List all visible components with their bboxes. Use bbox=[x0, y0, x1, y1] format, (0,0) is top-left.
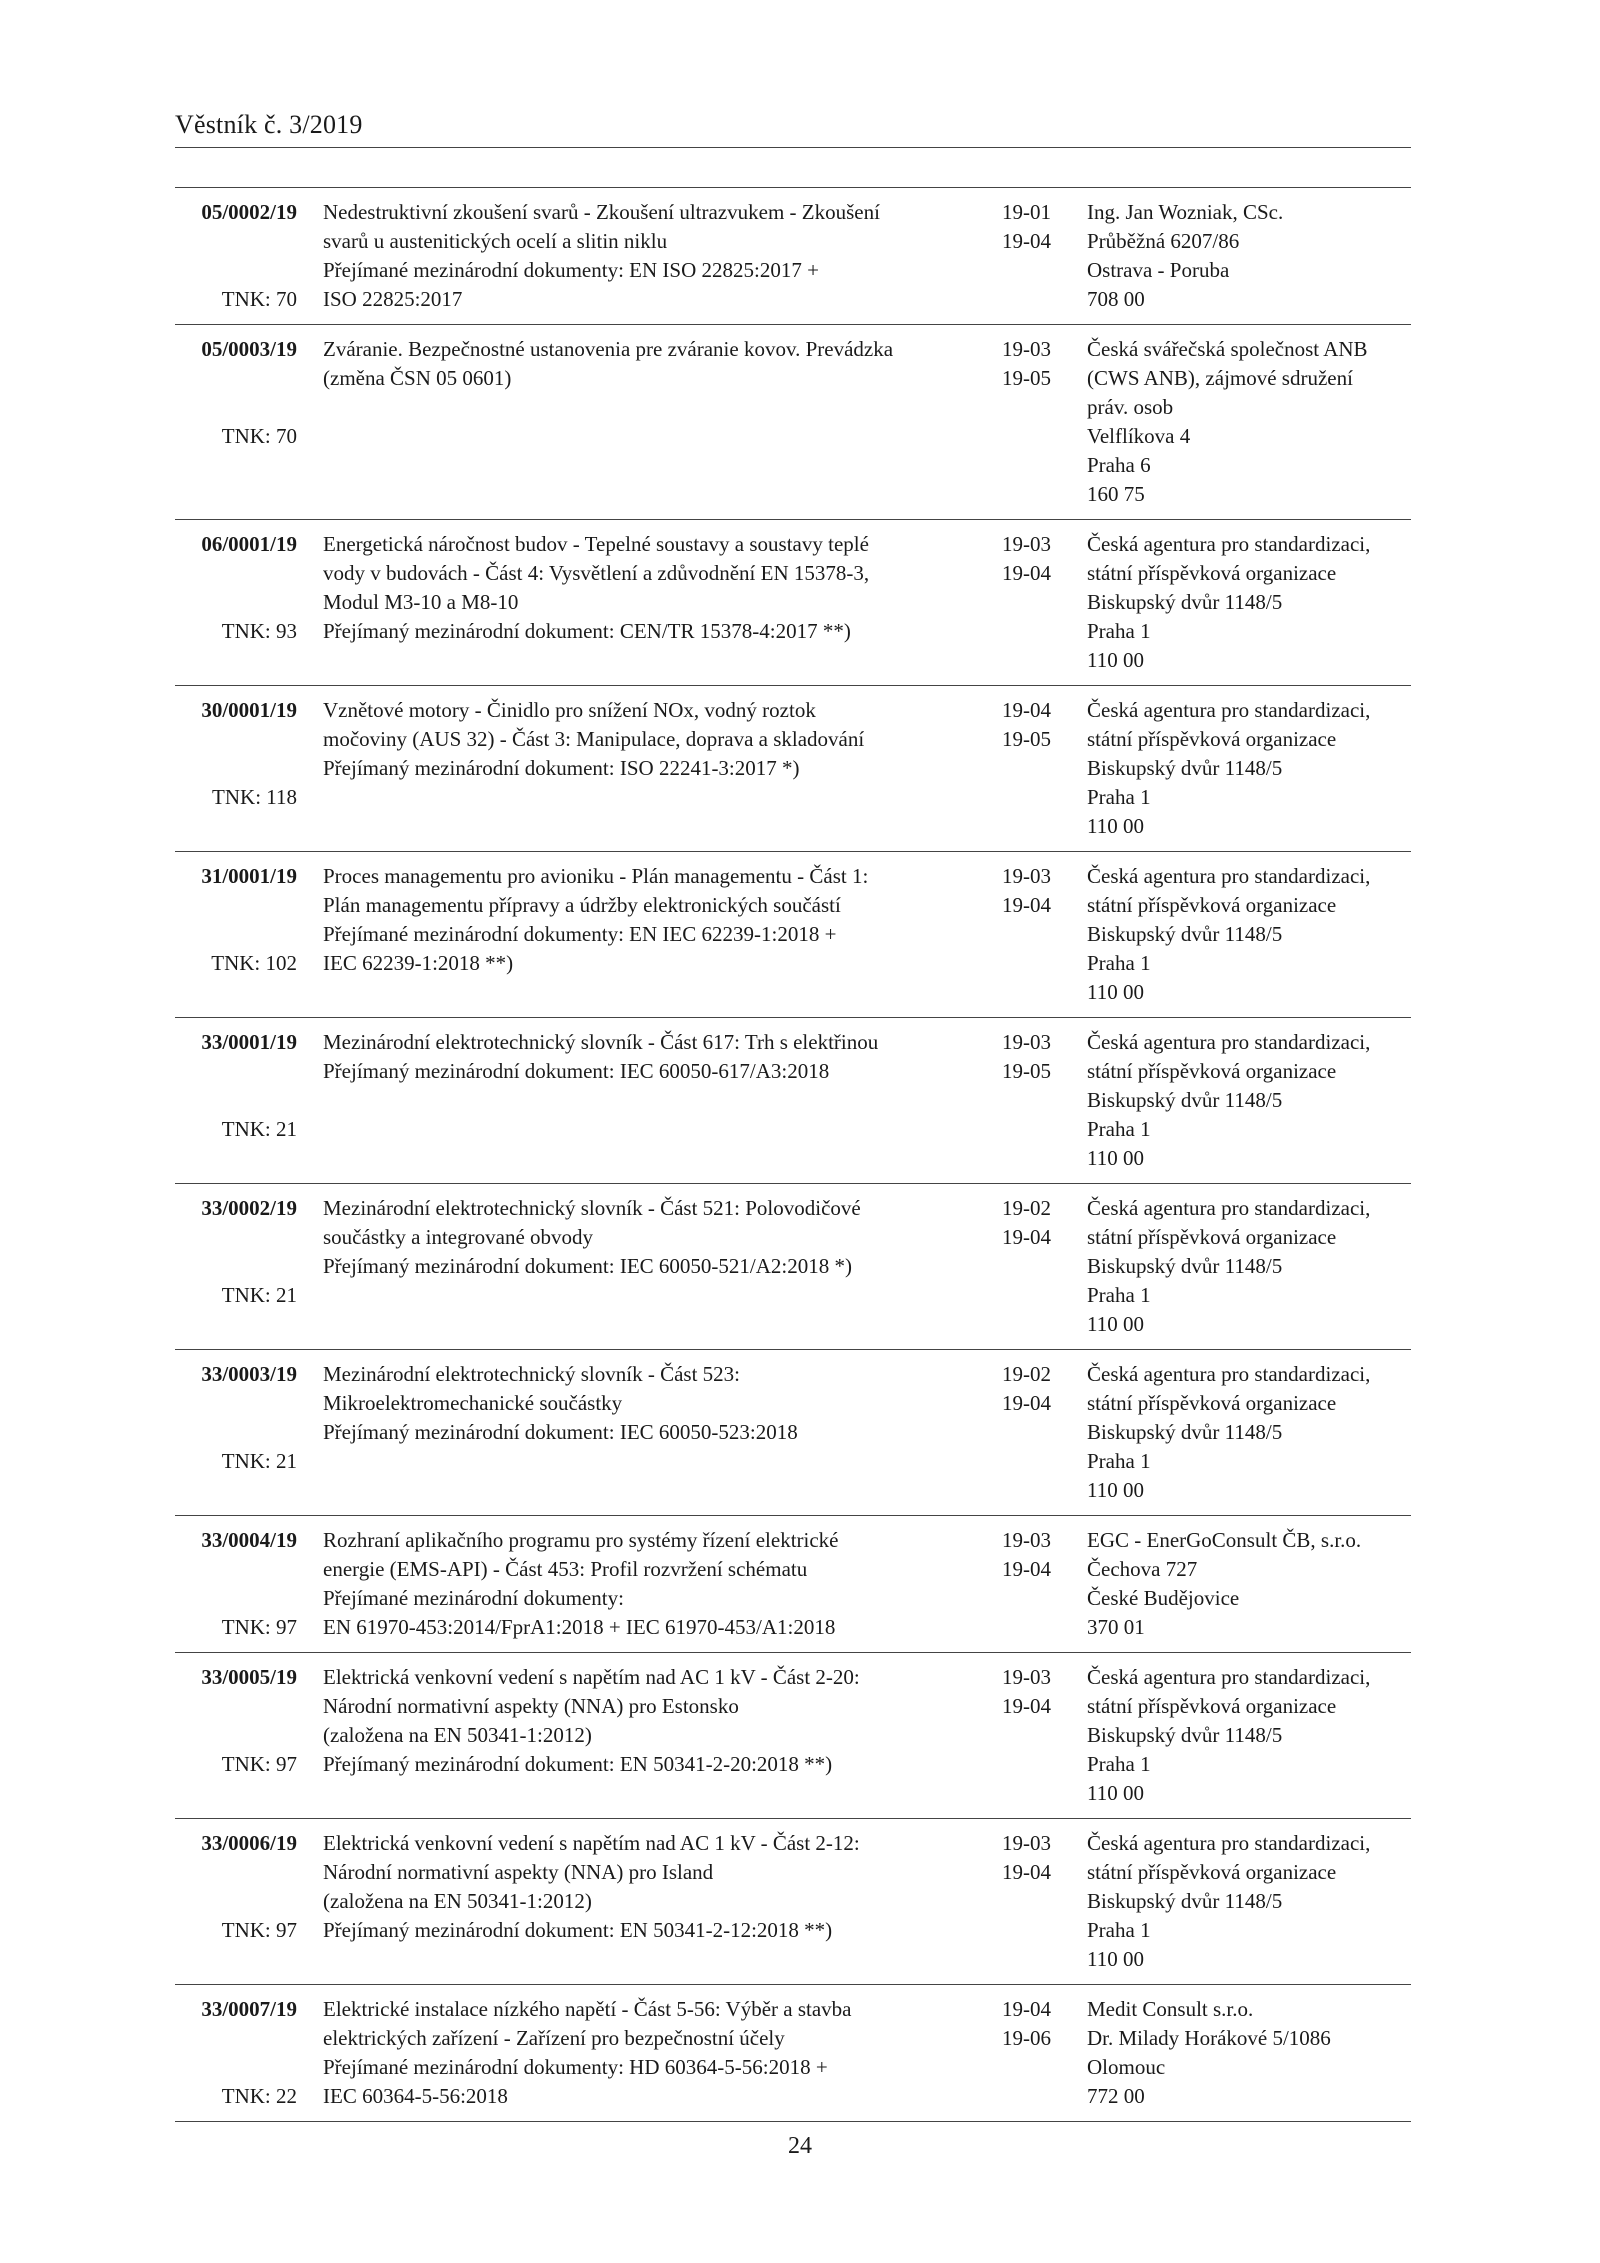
entry-dates-line: 19-03 bbox=[1002, 1831, 1051, 1855]
entry-description bbox=[323, 1995, 1003, 2111]
entry-organization bbox=[1087, 1829, 1417, 1974]
entry-dates-line: 19-05 bbox=[1002, 1059, 1051, 1083]
entry-description bbox=[323, 862, 1003, 978]
entry-organization-line: 772 00 bbox=[1087, 2084, 1145, 2108]
entry-organization-line: 110 00 bbox=[1087, 648, 1144, 672]
entry-description-line: Elektrická venkovní vedení s napětím nad AC 1 kV - Část 2-20: bbox=[323, 1665, 860, 1689]
entry-tnk: TNK: 93 bbox=[221, 619, 297, 643]
entry-description-line: Plán managementu přípravy a údržby elektronických součástí bbox=[323, 893, 841, 917]
entry-organization bbox=[1087, 335, 1417, 509]
entry-description-line: Vznětové motory - Činidlo pro snížení NOx, vodný roztok bbox=[323, 698, 816, 722]
entry-organization bbox=[1087, 862, 1417, 1007]
entry-dates-line: 19-03 bbox=[1002, 1665, 1051, 1689]
entry-tnk: TNK: 21 bbox=[221, 1449, 297, 1473]
entry-dates bbox=[1002, 1663, 1062, 1721]
entry-organization bbox=[1087, 530, 1417, 675]
entry-tnk: TNK: 21 bbox=[221, 1283, 297, 1307]
entry-organization-line: Česká agentura pro standardizaci, bbox=[1087, 1030, 1371, 1054]
entry-organization-line: 110 00 bbox=[1087, 1947, 1144, 1971]
entry-description-line: Národní normativní aspekty (NNA) pro Island bbox=[323, 1860, 714, 1884]
entry-description-line: Přejímaný mezinárodní dokument: IEC 60050-521/A2:2018 *) bbox=[323, 1254, 852, 1278]
entry-dates-line: 19-04 bbox=[1002, 1557, 1051, 1581]
entry-description-line: Přejímaný mezinárodní dokument: EN 50341-2-12:2018 **) bbox=[323, 1918, 833, 1942]
entry-description bbox=[323, 1360, 1003, 1447]
entry-organization-line: 160 75 bbox=[1087, 482, 1145, 506]
entry-description-line: elektrických zařízení - Zařízení pro bezpečnostní účely bbox=[323, 2026, 785, 2050]
entry-organization-line: Velflíkova 4 bbox=[1087, 424, 1191, 448]
entry-code: 33/0007/19 bbox=[201, 1997, 297, 2021]
entry-dates-line: 19-03 bbox=[1002, 1528, 1051, 1552]
entry-organization-line: Biskupský dvůr 1148/5 bbox=[1087, 922, 1283, 946]
entry-description-line: Zváranie. Bezpečnostné ustanovenia pre zváranie kovov. Prevádzka bbox=[323, 337, 894, 361]
entry-organization bbox=[1087, 1028, 1417, 1173]
entry-code: 31/0001/19 bbox=[201, 864, 297, 888]
entry-description-line: EN 61970-453:2014/FprA1:2018 + IEC 61970-453/A1:2018 bbox=[323, 1615, 836, 1639]
entry-dates bbox=[1002, 1028, 1062, 1086]
entry-organization-line: Praha 6 bbox=[1087, 453, 1151, 477]
entry-dates-line: 19-03 bbox=[1002, 532, 1051, 556]
entry-organization-line: Česká agentura pro standardizaci, bbox=[1087, 1831, 1371, 1855]
entry-organization-line: Ostrava - Poruba bbox=[1087, 258, 1230, 282]
entry-organization-line: státní příspěvková organizace bbox=[1087, 727, 1337, 751]
entry-dates bbox=[1002, 335, 1062, 393]
entry-organization bbox=[1087, 1194, 1417, 1339]
table-row bbox=[175, 1350, 1411, 1516]
entry-description bbox=[323, 198, 1003, 314]
entry-code: 33/0004/19 bbox=[201, 1528, 297, 1552]
entry-description-line: Mezinárodní elektrotechnický slovník - Část 521: Polovodičové bbox=[323, 1196, 861, 1220]
entry-dates-line: 19-04 bbox=[1002, 1997, 1051, 2021]
entry-tnk: TNK: 118 bbox=[212, 785, 297, 809]
entry-dates bbox=[1002, 198, 1062, 256]
entry-dates-line: 19-03 bbox=[1002, 1030, 1051, 1054]
entry-organization-line: Česká agentura pro standardizaci, bbox=[1087, 1196, 1371, 1220]
entry-organization-line: 110 00 bbox=[1087, 1781, 1144, 1805]
entry-organization-line: Česká agentura pro standardizaci, bbox=[1087, 1362, 1371, 1386]
entry-organization bbox=[1087, 198, 1417, 314]
entry-description-line: Přejímaný mezinárodní dokument: IEC 60050-523:2018 bbox=[323, 1420, 798, 1444]
entry-organization-line: Biskupský dvůr 1148/5 bbox=[1087, 756, 1283, 780]
entry-description-line: Energetická náročnost budov - Tepelné soustavy a soustavy teplé bbox=[323, 532, 869, 556]
table-row bbox=[175, 852, 1411, 1018]
entry-organization-line: Praha 1 bbox=[1087, 1283, 1151, 1307]
entry-organization-line: 370 01 bbox=[1087, 1615, 1145, 1639]
entry-organization-line: Biskupský dvůr 1148/5 bbox=[1087, 1889, 1283, 1913]
entry-tnk: TNK: 97 bbox=[221, 1918, 297, 1942]
entry-organization-line: Praha 1 bbox=[1087, 1449, 1151, 1473]
entry-code: 33/0003/19 bbox=[201, 1362, 297, 1386]
entry-code: 05/0003/19 bbox=[201, 337, 297, 361]
entry-organization-line: Biskupský dvůr 1148/5 bbox=[1087, 1420, 1283, 1444]
entry-description-line: Přejímaný mezinárodní dokument: ISO 22241-3:2017 *) bbox=[323, 756, 800, 780]
entry-description-line: Národní normativní aspekty (NNA) pro Estonsko bbox=[323, 1694, 739, 1718]
entry-description-line: IEC 60364-5-56:2018 bbox=[323, 2084, 508, 2108]
entry-dates-line: 19-04 bbox=[1002, 1860, 1051, 1884]
entry-code: 05/0002/19 bbox=[201, 200, 297, 224]
entry-organization-line: EGC - EnerGoConsult ČB, s.r.o. bbox=[1087, 1528, 1362, 1552]
entry-organization-line: státní příspěvková organizace bbox=[1087, 1225, 1337, 1249]
entry-organization-line: Česká agentura pro standardizaci, bbox=[1087, 698, 1371, 722]
entry-organization bbox=[1087, 1526, 1417, 1642]
entry-dates-line: 19-03 bbox=[1002, 337, 1051, 361]
entry-description bbox=[323, 530, 1003, 646]
entry-organization-line: Olomouc bbox=[1087, 2055, 1166, 2079]
entry-organization bbox=[1087, 1995, 1417, 2111]
entry-organization-line: Biskupský dvůr 1148/5 bbox=[1087, 1723, 1283, 1747]
table-row bbox=[175, 1184, 1411, 1350]
entry-organization-line: 110 00 bbox=[1087, 814, 1144, 838]
entry-dates bbox=[1002, 1995, 1062, 2053]
entry-description-line: vody v budovách - Část 4: Vysvětlení a zdůvodnění EN 15378-3, bbox=[323, 561, 870, 585]
entry-description-line: Přejímaný mezinárodní dokument: EN 50341-2-20:2018 **) bbox=[323, 1752, 833, 1776]
entry-dates-line: 19-02 bbox=[1002, 1362, 1051, 1386]
entry-code: 33/0005/19 bbox=[201, 1665, 297, 1689]
table-row bbox=[175, 686, 1411, 852]
entry-code: 06/0001/19 bbox=[201, 532, 297, 556]
entry-organization-line: (CWS ANB), zájmové sdružení bbox=[1087, 366, 1353, 390]
entry-dates-line: 19-04 bbox=[1002, 1225, 1051, 1249]
entry-organization-line: Praha 1 bbox=[1087, 951, 1151, 975]
entry-organization-line: státní příspěvková organizace bbox=[1087, 1059, 1337, 1083]
entry-description-line: IEC 62239-1:2018 **) bbox=[323, 951, 514, 975]
entry-organization-line: Česká svářečská společnost ANB bbox=[1087, 337, 1368, 361]
entry-dates-line: 19-03 bbox=[1002, 864, 1051, 888]
entry-description-line: (založena na EN 50341-1:2012) bbox=[323, 1723, 592, 1747]
entry-description-line: Rozhraní aplikačního programu pro systémy řízení elektrické bbox=[323, 1528, 839, 1552]
entry-organization-line: Praha 1 bbox=[1087, 619, 1151, 643]
entry-tnk: TNK: 70 bbox=[221, 424, 297, 448]
entry-dates bbox=[1002, 1360, 1062, 1418]
entry-dates-line: 19-02 bbox=[1002, 1196, 1051, 1220]
entry-organization-line: státní příspěvková organizace bbox=[1087, 561, 1337, 585]
entry-description bbox=[323, 1663, 1003, 1779]
entry-description bbox=[323, 696, 1003, 783]
entry-tnk: TNK: 21 bbox=[221, 1117, 297, 1141]
standards-table bbox=[175, 187, 1411, 2122]
table-row bbox=[175, 1653, 1411, 1819]
entry-tnk: TNK: 22 bbox=[221, 2084, 297, 2108]
entry-tnk: TNK: 102 bbox=[211, 951, 297, 975]
table-row bbox=[175, 1819, 1411, 1985]
entry-organization-line: 708 00 bbox=[1087, 287, 1145, 311]
table-row bbox=[175, 1985, 1411, 2122]
entry-dates bbox=[1002, 1526, 1062, 1584]
entry-description-line: Přejímané mezinárodní dokumenty: EN IEC 62239-1:2018 + bbox=[323, 922, 837, 946]
header-rule bbox=[175, 147, 1411, 148]
entry-tnk: TNK: 97 bbox=[221, 1615, 297, 1639]
entry-description-line: močoviny (AUS 32) - Část 3: Manipulace, doprava a skladování bbox=[323, 727, 865, 751]
table-row bbox=[175, 325, 1411, 520]
page-number: 24 bbox=[788, 2133, 812, 2159]
entry-organization-line: České Budějovice bbox=[1087, 1586, 1240, 1610]
entry-description-line: Modul M3-10 a M8-10 bbox=[323, 590, 519, 614]
entry-code: 33/0002/19 bbox=[201, 1196, 297, 1220]
table-row bbox=[175, 520, 1411, 686]
entry-organization-line: Čechova 727 bbox=[1087, 1557, 1198, 1581]
entry-dates-line: 19-05 bbox=[1002, 366, 1051, 390]
entry-dates bbox=[1002, 1829, 1062, 1887]
entry-organization-line: Praha 1 bbox=[1087, 1752, 1151, 1776]
entry-description-line: svarů u austenitických ocelí a slitin niklu bbox=[323, 229, 668, 253]
entry-organization-line: Dr. Milady Horákové 5/1086 bbox=[1087, 2026, 1331, 2050]
entry-description-line: Proces managementu pro avioniku - Plán managementu - Část 1: bbox=[323, 864, 869, 888]
entry-organization-line: Česká agentura pro standardizaci, bbox=[1087, 1665, 1371, 1689]
entry-description-line: Elektrická venkovní vedení s napětím nad AC 1 kV - Část 2-12: bbox=[323, 1831, 860, 1855]
entry-dates bbox=[1002, 530, 1062, 588]
entry-organization-line: státní příspěvková organizace bbox=[1087, 893, 1337, 917]
table-row bbox=[175, 1516, 1411, 1653]
entry-organization-line: práv. osob bbox=[1087, 395, 1174, 419]
entry-organization-line: Česká agentura pro standardizaci, bbox=[1087, 532, 1371, 556]
page-header-title: Věstník č. 3/2019 bbox=[175, 110, 363, 139]
entry-dates-line: 19-04 bbox=[1002, 229, 1051, 253]
entry-organization-line: 110 00 bbox=[1087, 980, 1144, 1004]
entry-description-line: Přejímané mezinárodní dokumenty: bbox=[323, 1586, 624, 1610]
entry-description bbox=[323, 335, 1003, 393]
entry-dates-line: 19-04 bbox=[1002, 893, 1051, 917]
entry-description bbox=[323, 1526, 1003, 1642]
entry-organization-line: Praha 1 bbox=[1087, 1117, 1151, 1141]
entry-organization bbox=[1087, 1663, 1417, 1808]
entry-description-line: Mezinárodní elektrotechnický slovník - Část 617: Trh s elektřinou bbox=[323, 1030, 879, 1054]
entry-code: 30/0001/19 bbox=[201, 698, 297, 722]
entry-description-line: Přejímaný mezinárodní dokument: CEN/TR 15378-4:2017 **) bbox=[323, 619, 851, 643]
entry-description-line: součástky a integrované obvody bbox=[323, 1225, 594, 1249]
entry-description-line: Elektrické instalace nízkého napětí - Část 5-56: Výběr a stavba bbox=[323, 1997, 852, 2021]
entry-dates-line: 19-06 bbox=[1002, 2026, 1051, 2050]
entry-dates bbox=[1002, 696, 1062, 754]
entry-description-line: Přejímané mezinárodní dokumenty: HD 60364-5-56:2018 + bbox=[323, 2055, 828, 2079]
entry-organization-line: Medit Consult s.r.o. bbox=[1087, 1997, 1254, 2021]
entry-description-line: Mezinárodní elektrotechnický slovník - Část 523: bbox=[323, 1362, 740, 1386]
entry-organization-line: Průběžná 6207/86 bbox=[1087, 229, 1240, 253]
entry-tnk: TNK: 97 bbox=[221, 1752, 297, 1776]
table-row bbox=[175, 188, 1411, 325]
entry-organization-line: 110 00 bbox=[1087, 1478, 1144, 1502]
entry-description-line: Přejímaný mezinárodní dokument: IEC 60050-617/A3:2018 bbox=[323, 1059, 830, 1083]
entry-dates-line: 19-05 bbox=[1002, 727, 1051, 751]
entry-dates-line: 19-04 bbox=[1002, 698, 1051, 722]
entry-organization-line: Biskupský dvůr 1148/5 bbox=[1087, 590, 1283, 614]
entry-organization-line: Praha 1 bbox=[1087, 1918, 1151, 1942]
entry-organization-line: Biskupský dvůr 1148/5 bbox=[1087, 1254, 1283, 1278]
entry-tnk: TNK: 70 bbox=[221, 287, 297, 311]
entry-dates bbox=[1002, 1194, 1062, 1252]
entry-description-line: (založena na EN 50341-1:2012) bbox=[323, 1889, 592, 1913]
entry-organization-line: Praha 1 bbox=[1087, 785, 1151, 809]
entry-description-line: ISO 22825:2017 bbox=[323, 287, 463, 311]
entry-organization-line: Biskupský dvůr 1148/5 bbox=[1087, 1088, 1283, 1112]
entry-description-line: Přejímané mezinárodní dokumenty: EN ISO 22825:2017 + bbox=[323, 258, 819, 282]
entry-organization-line: 110 00 bbox=[1087, 1146, 1144, 1170]
entry-organization-line: státní příspěvková organizace bbox=[1087, 1391, 1337, 1415]
table-row bbox=[175, 1018, 1411, 1184]
entry-description-line: Mikroelektromechanické součástky bbox=[323, 1391, 623, 1415]
entry-organization bbox=[1087, 696, 1417, 841]
entry-organization-line: Česká agentura pro standardizaci, bbox=[1087, 864, 1371, 888]
entry-organization bbox=[1087, 1360, 1417, 1505]
entry-description-line: energie (EMS-API) - Část 453: Profil rozvržení schématu bbox=[323, 1557, 808, 1581]
entry-description bbox=[323, 1028, 1003, 1086]
entry-organization-line: 110 00 bbox=[1087, 1312, 1144, 1336]
entry-description-line: Nedestruktivní zkoušení svarů - Zkoušení ultrazvukem - Zkoušení bbox=[323, 200, 880, 224]
entry-description-line: (změna ČSN 05 0601) bbox=[323, 366, 512, 390]
entry-code: 33/0006/19 bbox=[201, 1831, 297, 1855]
entry-description bbox=[323, 1829, 1003, 1945]
entry-organization-line: státní příspěvková organizace bbox=[1087, 1694, 1337, 1718]
entry-dates-line: 19-04 bbox=[1002, 561, 1051, 585]
entry-dates bbox=[1002, 862, 1062, 920]
entry-dates-line: 19-04 bbox=[1002, 1694, 1051, 1718]
entry-dates-line: 19-01 bbox=[1002, 200, 1051, 224]
entry-dates-line: 19-04 bbox=[1002, 1391, 1051, 1415]
entry-organization-line: státní příspěvková organizace bbox=[1087, 1860, 1337, 1884]
entry-code: 33/0001/19 bbox=[201, 1030, 297, 1054]
entry-description bbox=[323, 1194, 1003, 1281]
entry-organization-line: Ing. Jan Wozniak, CSc. bbox=[1087, 200, 1284, 224]
